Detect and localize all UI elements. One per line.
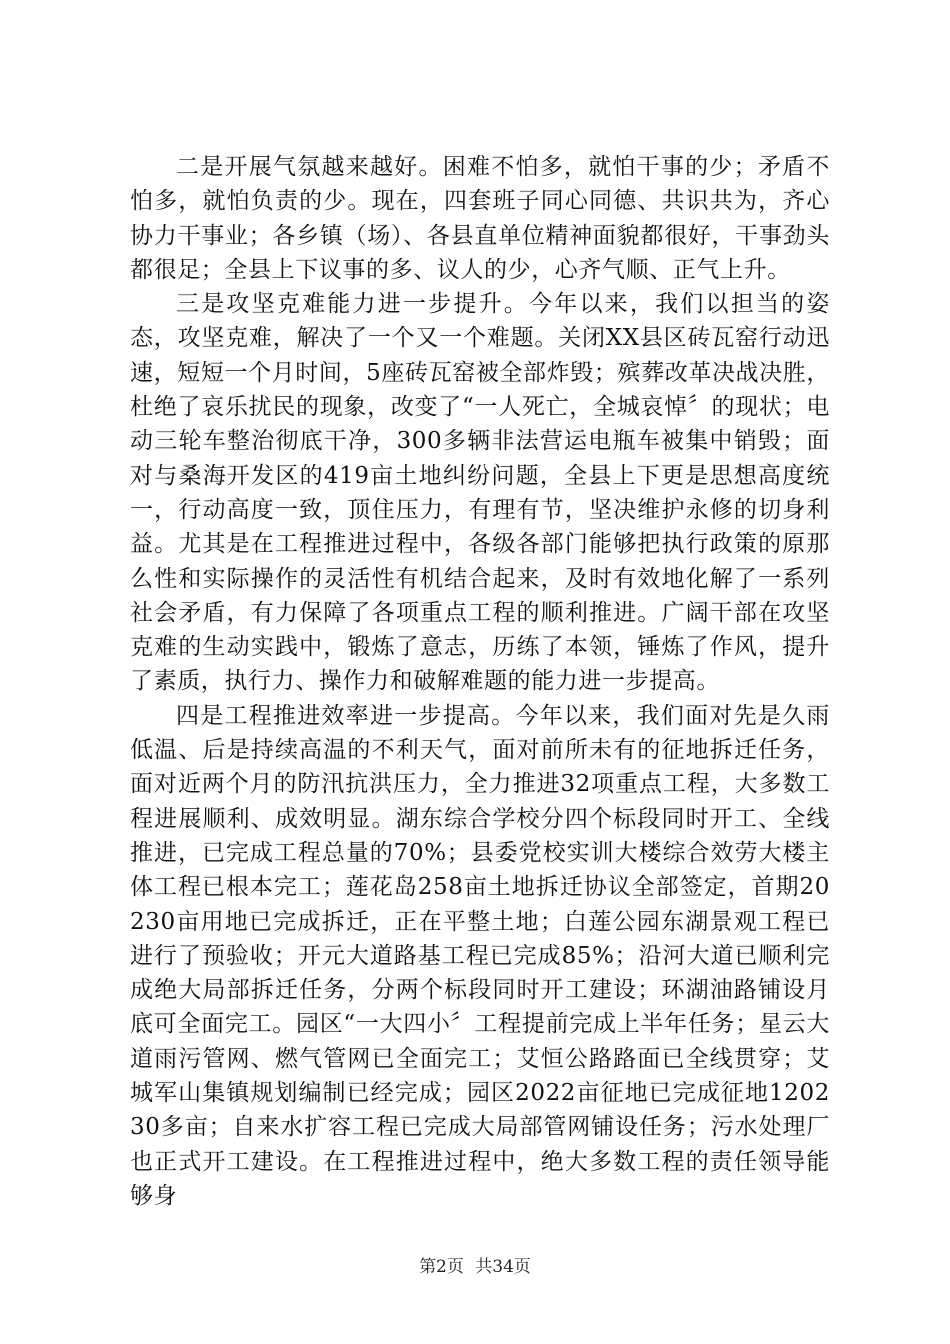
- paragraph-project-efficiency: 四是工程推进效率进一步提高。今年以来，我们面对先是久雨低温、后是持续高温的不利天气，面对前所未有的征地拆迁任务，面对近两个月的防汛抗洪压力，全力推进32项重点工程，大多数工程进展顺利、成效明显。湖东综合学校分四个标段同时开工、全线推进，已完成工程总量的70%；县委党校实训大楼综合效劳大楼主体工程已根本完工；莲花岛258亩土地拆迁协议全部签定，首期20230亩用地已完成拆迁，正在平整土地；白莲公园东湖景观工程已进行了预验收；开元大道路基工程已完成85%；沿河大道已顺利完成绝大局部拆迁任务，分两个标段同时开工建设；环湖油路铺设月底可全面完工。园区“一大四小〞工程提前完成上半年任务；星云大道雨污管网、燃气管网已全面完工；艾恒公路路面已全线贯穿；艾城军山集镇规划编制已经完成；园区2022亩征地已完成征地120230多亩；自来水扩容工程已完成大局部管网铺设任务；污水处理厂也正式开工建设。在工程推进过程中，绝大多数工程的责任领导能够身: [130, 702, 830, 1209]
- paragraph-atmosphere: 二是开展气氛越来越好。困难不怕多，就怕干事的少；矛盾不怕多，就怕负责的少。现在，四套班子同心同德、共识共为，齐心协力干事业；各乡镇（场）、各县直单位精神面貌都很好，干事劲头都很足；全县上下议事的多、议人的少，心齐气顺、正气上升。: [130, 154, 830, 283]
- page-footer: [0, 1255, 950, 1279]
- document-body: [130, 150, 830, 1213]
- paragraph-tackling-difficulties: 三是攻坚克难能力进一步提升。今年以来，我们以担当的姿态，攻坚克难，解决了一个又一个难题。关闭XX县区砖瓦窑行动迅速，短短一个月时间，5座砖瓦窑被全部炸毁；殡葬改革决战决胜，杜绝了哀乐扰民的现象，改变了“一人死亡，全城哀悼〞的现状；电动三轮车整治彻底干净，300多辆非法营运电瓶车被集中销毁；面对与桑海开发区的419亩土地纠纷问题，全县上下更是思想高度统一，行动高度一致，顶住压力，有理有节，坚决维护永修的切身利益。尤其是在工程推进过程中，各级各部门能够把执行政策的原那么性和实际操作的灵活性有机结合起来，及时有效地化解了一系列社会矛盾，有力保障了各项重点工程的顺利推进。广阔干部在攻坚克难的生动实践中，锻炼了意志，历练了本领，锤炼了作风，提升了素质，执行力、操作力和破解难题的能力进一步提高。: [130, 291, 830, 695]
- page-total: 共34页: [475, 1257, 531, 1277]
- page-number: 第2页: [419, 1257, 464, 1277]
